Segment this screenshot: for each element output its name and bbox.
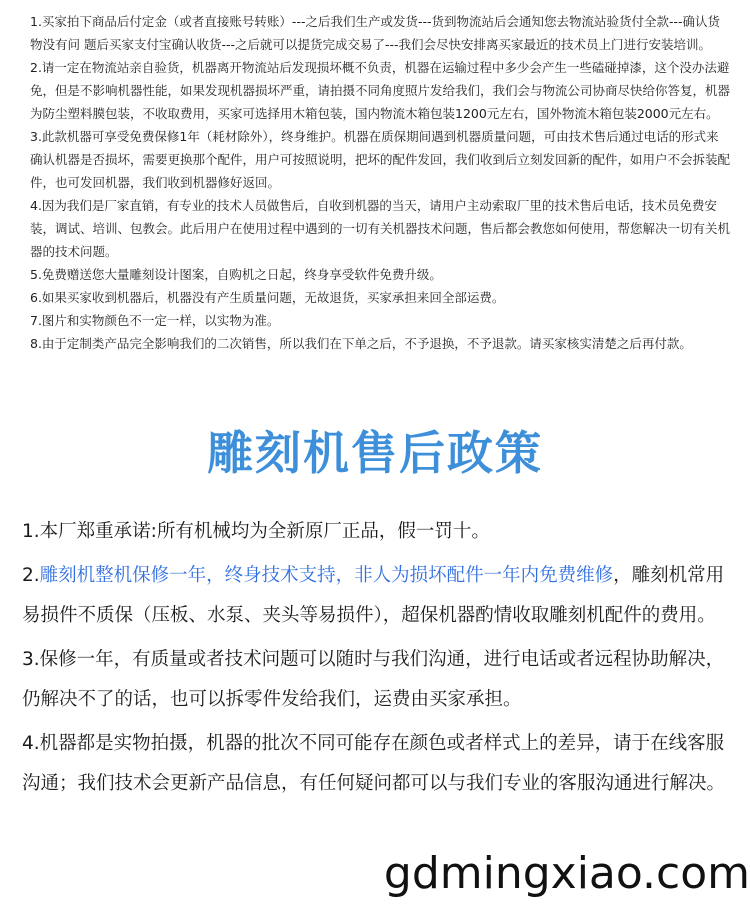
site-watermark: gdmingxiao.com (383, 848, 750, 899)
note-item-6: 6.如果买家收到机器后，机器没有产生质量问题，无故退货，买家承担来回全部运费。 (30, 290, 505, 305)
note-item-5: 5.免费赠送您大量雕刻设计图案，自购机之日起，终身享受软件免费升级。 (30, 267, 442, 282)
note-item-8: 8.由于定制类产品完全影响我们的二次销售，所以我们在下单之后，不予退换，不予退款。请买家核实清楚之后再付款。 (30, 336, 692, 351)
policy-item-2-highlight: 雕刻机整机保修一年，终身技术支持，非人为损坏配件一年内免费维修 (39, 565, 614, 586)
note-item-2: 2.请一定在物流站亲自验货，机器离开物流站后发现损坏概不负责，机器在运输过程中多少会产生一些磕碰掉漆，这个没办法避免，但是不影响机器性能，如果发现机器损坏严重，请拍摄不同角度照片发给我们，我们会与物流公司协商尽快给你答复，机器为防尘塑料膜包装，不收取费用，买家可选择用木箱包装，国内物流木箱包装1200元左右，国外物流木箱包装2000元左右。 (30, 60, 731, 121)
policy-item-1: 1.本厂郑重承诺:所有机械均为全新原厂正品，假一罚十。 (22, 521, 490, 542)
policy-item-4: 4.机器都是实物拍摄，机器的批次不同可能存在颜色或者样式上的差异，请于在线客服沟通；我们技术会更新产品信息，有任何疑问都可以与我们专业的客服沟通进行解决。 (22, 733, 726, 794)
page-title: 雕刻机售后政策 (207, 426, 543, 480)
note-item-4: 4.因为我们是厂家直销，有专业的技术人员做售后，自收到机器的当天，请用户主动索取厂里的技术售后电话，技术员免费安装，调试、培训、包教会。此后用户在使用过程中遇到的一切有关机器技术问题，售后都会教您如何使用，帮您解决一切有关机器的技术问题。 (30, 198, 731, 259)
note-item-7: 7.图片和实物颜色不一定一样，以实物为准。 (30, 313, 280, 328)
policy-item-2-rest: ，雕刻机常用易损件不质保（压板、水泵、夹头等易损件），超保机器酌情收取雕刻机配件的费用。 (22, 565, 725, 626)
policy-item-3: 3.保修一年，有质量或者技术问题可以随时与我们沟通，进行电话或者远程协助解决，仍解决不了的话，也可以拆零件发给我们，运费由买家承担。 (22, 649, 725, 710)
note-item-1: 1.买家拍下商品后付定金（或者直接账号转账）---之后我们生产或发货---货到物流站后会通知您去物流站验货付全款---确认货物没有问 题后买家支付宝确认收货---之后就可以提货完成交易了---我们会尽快安排离买家最近的技术员上门进行安装培训。 (30, 14, 721, 52)
after-sales-policy (22, 512, 734, 808)
policy-item-2 (22, 556, 734, 636)
purchase-notes (30, 10, 730, 355)
policy-item-2-number: 2. (22, 565, 40, 586)
note-item-3: 3.此款机器可享受免费保修1年（耗材除外），终身维护。机器在质保期间遇到机器质量问题，可由技术售后通过电话的形式来确认机器是否损坏，需要更换那个配件，用户可按照说明，把坏的配件发回，我们收到后立刻发回新的配件，如用户不会拆装配件，也可发回机器，我们收到机器修好返回。 (30, 129, 731, 190)
